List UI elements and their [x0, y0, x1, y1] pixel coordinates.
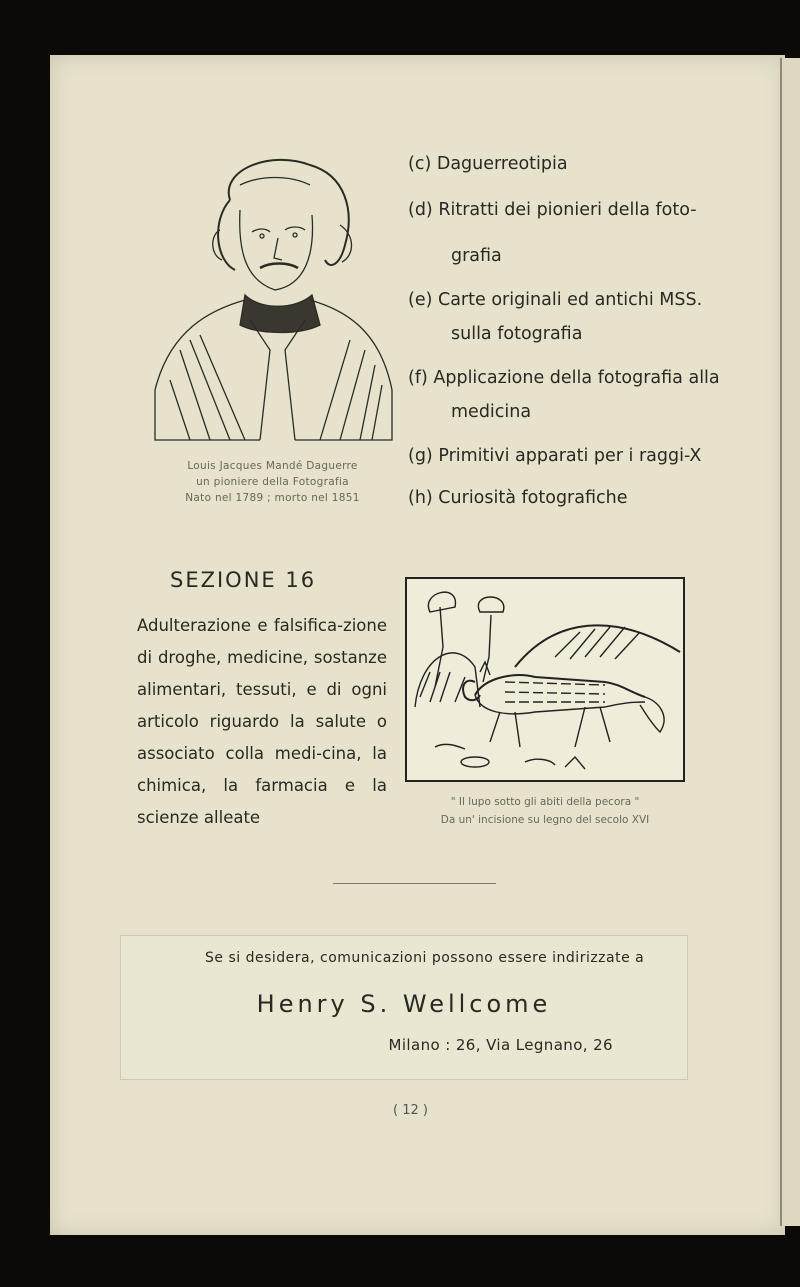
woodcut-caption-line: Da un' incisione su legno del secolo XVI — [440, 814, 650, 826]
contact-intro: Se si desidera, comunicazioni possono essere indirizzate a — [205, 950, 645, 966]
contact-box — [120, 935, 688, 1080]
portrait-caption — [150, 458, 395, 506]
section-body: Adulterazione e falsifica-zione di droghe, medicine, sostanze alimentari, tessuti, e di ogni articolo riguardo la salute o associato colla medi-cina, la chimica, la farmacia e la scienze alleate — [137, 616, 387, 827]
list-item — [408, 286, 728, 348]
list-item-continuation: grafia — [451, 246, 502, 266]
daguerre-portrait-illustration — [150, 150, 395, 450]
list-item-continuation: medicina — [451, 402, 532, 422]
portrait-caption-line: Nato nel 1789 ; morto nel 1851 — [185, 492, 360, 504]
contact-address: Milano : 26, Via Legnano, 26 — [388, 1036, 613, 1054]
list-item — [408, 364, 728, 426]
contact-name: Henry S. Wellcome — [256, 990, 552, 1018]
section-title: SEZIONE 16 — [170, 568, 317, 592]
woodcut-caption-line: " Il lupo sotto gli abiti della pecora " — [450, 796, 640, 808]
page-number: ( 12 ) — [393, 1103, 428, 1118]
portrait-caption-line: un pioniere della Fotografia — [196, 476, 349, 488]
exhibit-list — [408, 150, 728, 512]
list-item-line: (e) Carte originali ed antichi MSS. — [408, 290, 703, 310]
woodcut-caption — [405, 793, 685, 829]
list-item-line: (f) Applicazione della fotografia alla — [408, 368, 720, 388]
next-page-edge — [780, 58, 800, 1226]
list-item-continuation: sulla fotografia — [451, 324, 583, 344]
list-item — [408, 150, 728, 178]
portrait-caption-line: Louis Jacques Mandé Daguerre — [187, 460, 358, 472]
list-item-line: (d) Ritratti dei pionieri della foto- — [408, 200, 697, 220]
divider — [333, 883, 496, 884]
list-item-line: (c) Daguerreotipia — [408, 154, 568, 174]
list-item — [408, 196, 728, 270]
list-item-line: (g) Primitivi apparati per i raggi-X — [408, 446, 702, 466]
wolf-woodcut-illustration — [405, 577, 685, 782]
list-item — [408, 442, 728, 470]
list-item-line: (h) Curiosità fotografiche — [408, 488, 628, 508]
list-item — [408, 484, 728, 512]
